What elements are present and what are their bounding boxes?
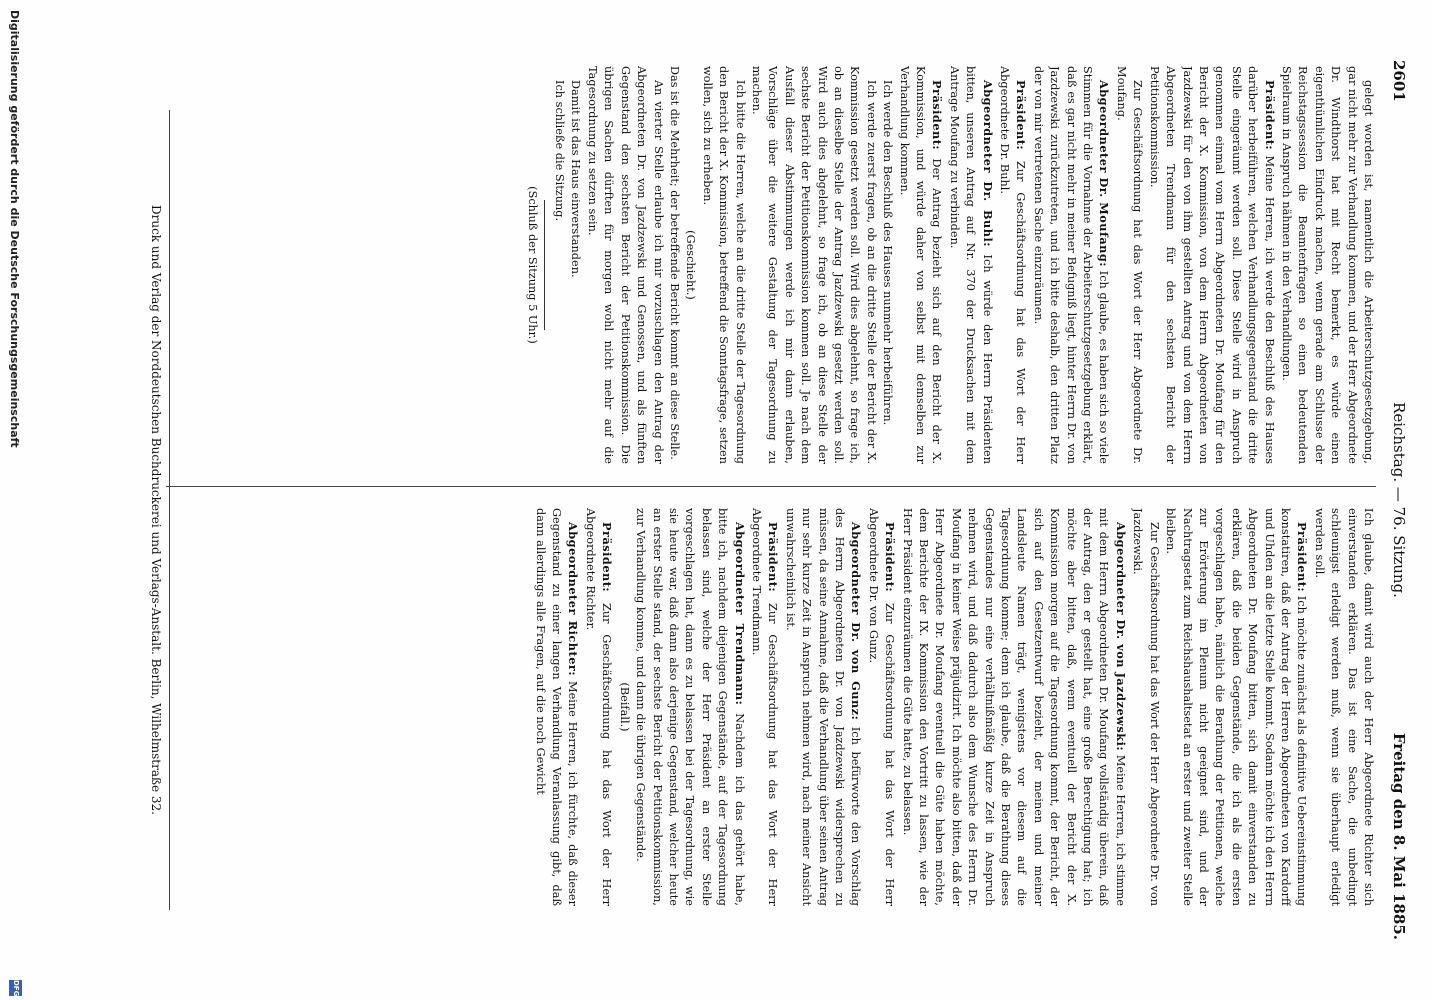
speaker-name: Präsident: xyxy=(1014,80,1029,151)
paragraph xyxy=(1129,508,1162,906)
speaker-name: Präsident: xyxy=(1262,80,1277,151)
paragraph-text: Meine Herren, ich stimme mit dem Herrn Abgeordneten Dr. Moufang vollständig überein, daß der Antrag, den er gestellt hat, eine große Berechtigung hat; ich möchte aber bitten, daß, wenn eventuell der Bericht der X. Kommission morgen auf die Tagesordnung kommt, der Bericht, der sich auf den Gesetzentwurf bezieht, der meinen und meiner Landsleute Namen trägt, wenigstens vor diesem auf die Tagesordnung komme; denn ich glaube, daß die Berathung dieses Gegenstandes nur eine verhältnißmäßig kurze Zeit in Anspruch nehmen wird, und daß dadurch also dem Wunsche des Herrn Dr. Moufang in keiner Weise präjudizirt. Ich möchte also bitten, daß der Herr Abgeordnete Dr. Moufang eventuell die Güte haben möchte, dem Berichte der IX. Kommission den Vortritt zu lassen, wie der Herr Präsident einzuräumen die Güte hatte, zu belassen. xyxy=(900,508,1127,906)
speaker-name: Abgeordneter Richter: xyxy=(566,522,581,677)
running-header xyxy=(1384,60,1408,940)
left-column xyxy=(316,66,1376,464)
paragraph xyxy=(1113,66,1146,464)
paragraph xyxy=(879,66,895,464)
paragraph-text: Zur Geschäftsordnung hat das Wort der Herr Abgeordnete Dr. von Jazdzewski. xyxy=(1131,508,1161,906)
paragraph-text: Zur Geschäftsordnung hat das Wort der Herr Abgeordnete Richter. xyxy=(583,508,614,906)
paragraph xyxy=(551,66,567,464)
paragraph-text: Ich schließe die Sitzung. xyxy=(553,80,567,222)
paragraph xyxy=(567,66,583,464)
paragraph xyxy=(582,508,616,906)
speaker-name: Präsident: xyxy=(766,522,781,593)
paragraph-text: Der Antrag bezieht sich auf den Bericht der X. Kommission, und würde daher von selbst mit demselben zur Verhandlung kommen. xyxy=(897,66,944,464)
header-date: Freitag den 8. Mai 1885. xyxy=(1390,732,1408,940)
paragraph xyxy=(666,66,682,464)
paragraph-text: (Geschieht.) xyxy=(684,230,698,300)
paragraph-text: Ich würde den Herrn Präsidenten bitten, unseren Antrag auf Nr. 370 der Drucksachen mit dem Antrage Moufang zu verbinden. xyxy=(947,66,994,464)
column-divider xyxy=(166,486,1376,487)
digitalization-note xyxy=(6,0,22,1000)
right-column xyxy=(36,508,1376,906)
speaker-name: Präsident: xyxy=(600,522,615,593)
paragraph-text: (Beifall.) xyxy=(617,682,631,732)
speaker-name: Abgeordneter Dr. Buhl: xyxy=(980,80,995,247)
paragraph xyxy=(748,66,879,464)
footer-rule xyxy=(169,110,170,910)
dfg-logo: DFG xyxy=(9,980,22,996)
header-title: Reichstag. — 76. Sitzung. xyxy=(1390,402,1408,598)
paragraph-text: Ich werde den Beschluß des Hauses nunmehr herbeiführen. xyxy=(881,80,895,426)
page-number: 2601 xyxy=(1390,60,1408,102)
paragraph xyxy=(1145,66,1277,464)
paragraph xyxy=(1162,508,1311,906)
paragraph-text: Zur Geschäftsordnung hat das Wort der Herr Abgeordnete Dr. von Gunz. xyxy=(866,508,897,906)
digitalization-text: Digitalisierung gefördert durch die Deutsche Forschungsgemeinschaft xyxy=(8,10,21,448)
paragraph xyxy=(895,66,945,464)
imprint-text: Druck und Verlag der Norddeutschen Buchdruckerei und Verlags-Anstalt. Berlin, Wilhelmstraße 32. xyxy=(149,204,163,815)
speaker-name: Abgeordneter Dr. von Gunz: xyxy=(849,522,864,721)
speaker-name: Abgeordneter Dr. Moufang: xyxy=(1097,80,1112,267)
paragraph xyxy=(523,66,539,464)
paragraph-text: Ich bitte die Herren, welche an die dritte Stelle der Tagesordnung den Bericht der X. Kommission, betreffend die Sonntagsfrage, setzen wollen, sich zu erheben. xyxy=(700,66,747,464)
paragraph-text: Ich werde zuerst fragen, ob an die dritte Stelle der Bericht der X. Kommission gesetzt werden soll. Wird dies abgelehnt, so frage ich, ob an dieselbe Stelle der Antrag Jazdzewski gesetzt werden soll. Wird auch dies abgelehnt, so frage ich, ob an diese Stelle der sechste Bericht der Petitionskommission kommen soll. Je nach dem Ausfall dieser Abstimmungen werde ich mir dann erlauben, Vorschläge über die weitere Gestaltung der Tagesordnung zu machen. xyxy=(749,66,878,464)
paragraph-text: Zur Geschäftsordnung hat das Wort der Herr Abgeordnete Dr. Moufang. xyxy=(1114,66,1145,464)
paragraph xyxy=(996,66,1030,464)
paragraph xyxy=(632,508,748,906)
paragraph-text: Meine Herren, ich werde den Beschluß des Hauses darüber herbeiführen, welchen Verhandlungsgegenstand die dritte Stelle eingeräumt werden soll. Diese Stelle wird in Anspruch genommen einmal vom Herrn Abgeordneten Dr. Moufang für den Bericht der X. Kommission, von dem Herrn Abgeordneten von Jazdzewski für den von ihm gestellten Antrag und von dem Herrn Abgeordneten Trendmann für den sechsten Bericht der Petitionskommission. xyxy=(1147,66,1276,464)
paragraph xyxy=(1029,66,1112,464)
paragraph-text: Damit ist das Haus einverstanden. xyxy=(569,80,583,278)
paragraph xyxy=(781,508,864,906)
speaker-name: Präsident: xyxy=(1295,522,1310,593)
paragraph-text: gelegt worden ist, namentlich die Arbeiterschutzgesetzgebung, gar nicht mehr zur Verhandlung kommen, und der Herr Abgeordnete Dr. Windthorst hat mit Recht bemerkt, es würde einen eigenthümlichen Eindruck machen, wenn gerade am Schlusse der Reichstagssession die Beamtenfragen so einen bedeutenden Spielraum in Anspruch nähmen in den Verhandlungen. xyxy=(1279,66,1375,464)
paragraph xyxy=(1310,508,1376,906)
footer-imprint xyxy=(147,110,164,910)
paragraph-text: Meine Herren, ich fürchte, daß dieser Gegenstand zu einer langen Verhandlung Veranlassung gibt, daß dann allerdings alle Fragen, auf die noch Gewicht xyxy=(533,508,580,906)
paragraph-text: (Schluß der Sitzung 5 Uhr.) xyxy=(525,186,539,344)
paragraph xyxy=(615,508,631,906)
speaker-name: Präsident: xyxy=(930,80,945,151)
paragraph-text: Ich befürworte den Vorschlag des Herrn Abgeordneten Dr. von Jazdzewski widersprechen zu müssen, da seine Annahme, daß die Verhandlung über seinen Antrag nur sehr kurze Zeit in Anspruch nehmen wird, nach meiner Ansicht unwahrscheinlich ist. xyxy=(783,508,863,906)
speaker-name: Präsident: xyxy=(883,522,898,593)
paragraph xyxy=(898,508,1129,906)
paragraph-text: Nachdem ich das gehört habe, bitte ich, nachdem diejenigen Gegenstände, auf der Tagesordnung belassen sind, welche der Herr Präsident an erster Stelle vorgeschlagen hat, dann es zu belassen bei der Tagesordnung, wie sie heute war, daß dann also derjenige Gegenstand, welcher heute an erster Stelle stand, der sechste Bericht der Petitionskommission, zur Verhandlung komme, und dann die übrigen Gegenstände. xyxy=(634,508,746,906)
paragraph-text: Zur Geschäftsordnung hat das Wort der Herr Abgeordnete Dr. Buhl. xyxy=(998,66,1028,464)
paragraph xyxy=(531,508,581,906)
paragraph-text: An vierter Stelle erlaube ich mir vorzuschlagen den Antrag der Abgeordneten Dr. von Jazdzewski und Genossen, und als fünften Gegenstand den sechsten Bericht der Petitionskommission. Die übrigen Sachen dürften für morgen wohl nicht mehr auf die Tagesordnung zu setzen sein. xyxy=(585,66,665,464)
paragraph xyxy=(1278,66,1376,464)
paragraph xyxy=(698,66,747,464)
paragraph-text: Das ist die Mehrheit; der betreffende Bericht kommt an diese Stelle. xyxy=(667,66,681,460)
paragraph xyxy=(945,66,995,464)
paragraph xyxy=(748,508,782,906)
speaker-name: Abgeordneter Trendmann: xyxy=(732,522,747,706)
end-rule xyxy=(544,200,545,330)
paragraph xyxy=(864,508,898,906)
paragraph xyxy=(584,66,666,464)
paragraph-text: Ich glaube, damit wird auch der Herr Abgeordnete Richter sich einverstanden erklären. Das ist eine Sache, die unbedingt schleunigst erledigt werden muß, wenn sie überhaupt erledigt werden soll. xyxy=(1312,508,1375,906)
paragraph-text: Ich glaube, es haben sich so viele Stimmen für die Vornahme der Arbeiterschutzgesetzgebung erklärt, daß es gar nicht mehr in meiner Befugniß liegt, hinter Herrn Dr. von Jazdzewski zurückzutreten, und ich bitte deshalb, den dritten Platz der von mir vertretenen Sache einzuräumen. xyxy=(1031,66,1111,464)
speaker-name: Abgeordneter Dr. von Jazdzewski: xyxy=(1113,522,1128,752)
paragraph xyxy=(682,66,698,464)
paragraph-text: Ich möchte zunächst als definitive Uebereinstimmung konstatiren, daß der Antrag der Herren Abgeordneten von Kardorff und Uhden an die letzte Stelle kommt. Sodann möchte ich den Herrn Abgeordneten Dr. Moufang bitten, sich damit einverstanden zu erklären, daß die beiden Gegenstände, die ich als die ersten vorgeschlagen habe, nämlich die Berathung der Petitionen, welche zur Erörterung im Plenum nicht geeignet sind, und der Nachtragsetat zum Reichshaushaltsetat an erster und zweiter Stelle bleiben. xyxy=(1164,508,1309,906)
paragraph-text: Zur Geschäftsordnung hat das Wort der Herr Abgeordnete Trendmann. xyxy=(749,508,780,906)
